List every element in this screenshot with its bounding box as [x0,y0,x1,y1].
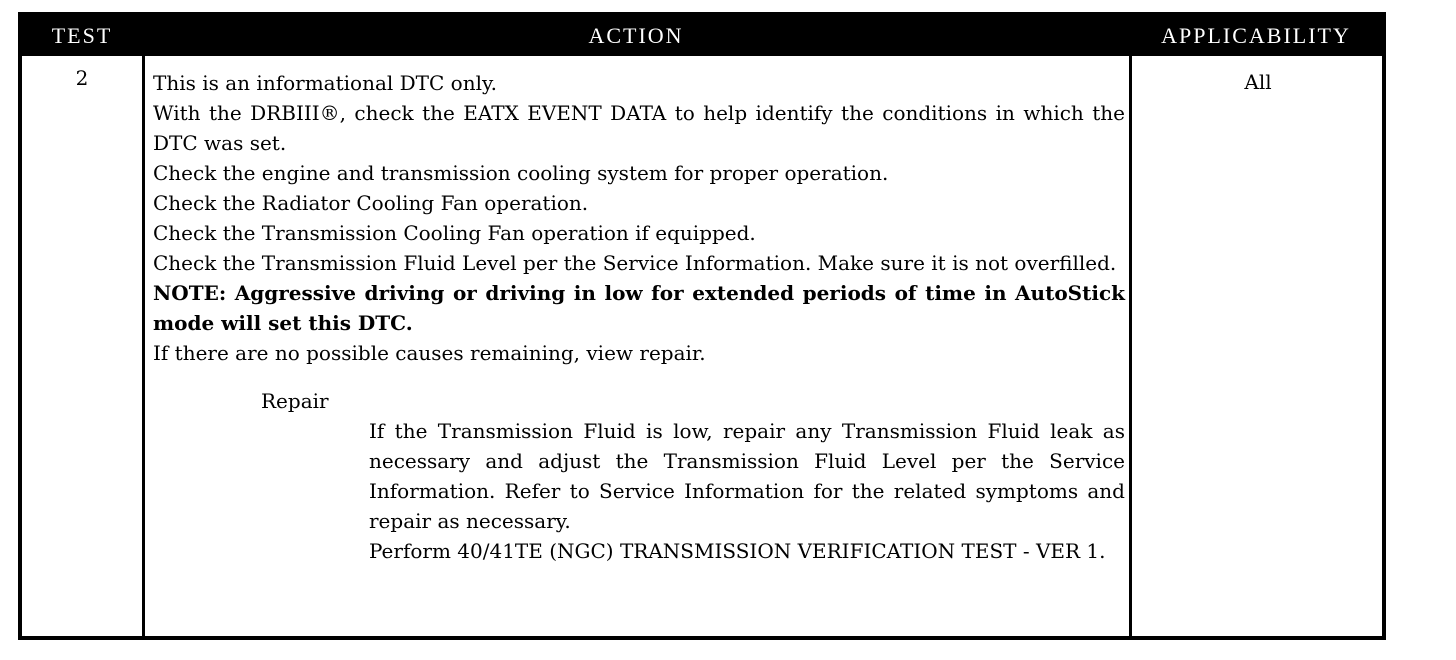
repair-text: If the Transmission Fluid is low, repair any Transmission Fluid leak as necessary and adjust the Transmission Fluid Level per the Service Information. Refer to Service Information for the related symptoms and repair as necessary. [369,419,1125,533]
column-divider-applicability [1129,56,1132,636]
action-line-6: Check the Transmission Fluid Level per the Service Information. Make sure it is not overfilled. [153,251,1117,275]
repair-label: Repair [261,389,329,413]
applicability-value: All [1244,70,1272,94]
header-test: TEST [51,23,113,48]
header-applicability: APPLICABILITY [1161,23,1351,48]
table-header [22,16,1382,56]
action-line-3: Check the engine and transmission cooling system for proper operation. [153,161,889,185]
action-cell [153,68,1125,566]
diagnostic-test-table [18,12,1386,640]
action-line-5: Check the Transmission Cooling Fan operation if equipped. [153,221,756,245]
header-action: ACTION [588,23,684,48]
action-line-1: This is an informational DTC only. [153,71,497,95]
action-line-2: With the DRBIII®, check the EATX EVENT DATA to help identify the conditions in which the DTC was set. [153,101,1125,155]
test-number: 2 [75,66,89,90]
action-note: NOTE: Aggressive driving or driving in low for extended periods of time in AutoStick mode will set this DTC. [153,281,1125,335]
repair-verify: Perform 40/41TE (NGC) TRANSMISSION VERIFICATION TEST - VER 1. [369,539,1106,563]
column-divider-test [142,56,145,636]
action-final-line: If there are no possible causes remaining, view repair. [153,341,706,365]
action-line-4: Check the Radiator Cooling Fan operation. [153,191,589,215]
repair-body [153,416,1125,566]
